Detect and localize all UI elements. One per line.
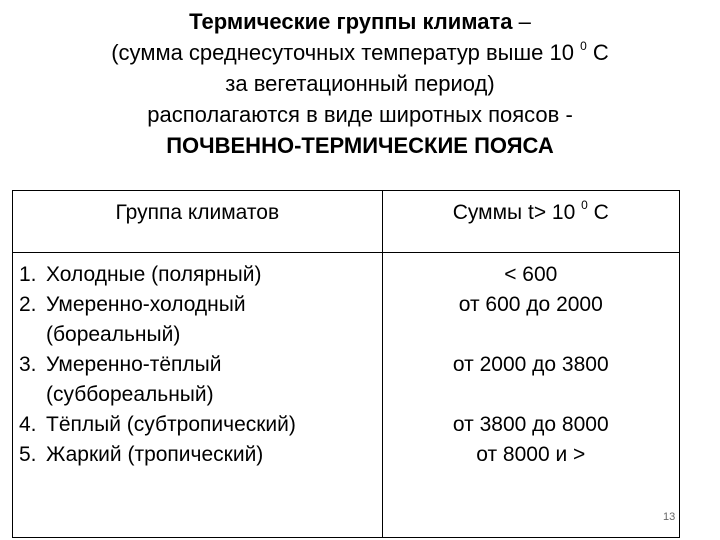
sums-list — [383, 253, 679, 470]
col-header-sums-after: С — [587, 201, 609, 224]
list-item — [19, 260, 382, 290]
sum-value: от 8000 и > — [476, 443, 586, 466]
title-dash: – — [512, 9, 531, 34]
list-item — [19, 350, 382, 410]
list-item — [19, 440, 382, 470]
group-line: Холодные (полярный) — [46, 263, 262, 286]
group-line: Умеренно-холодный — [46, 293, 246, 316]
group-text — [46, 410, 382, 440]
title-line-2-after: С — [586, 40, 609, 65]
sums-cell — [382, 253, 679, 538]
climate-table — [12, 190, 680, 538]
slide-title — [0, 6, 720, 161]
col-header-sums — [382, 191, 679, 253]
group-line: Умеренно-тёплый — [46, 353, 222, 376]
table-header-row — [13, 191, 680, 253]
title-line-3: за вегетационный период) — [225, 71, 495, 96]
title-bold: Термические группы климата — [189, 9, 513, 34]
page-number: 13 — [663, 511, 676, 523]
sum-value: < 600 — [504, 263, 558, 286]
title-degree-sup: 0 — [580, 38, 587, 53]
group-text — [46, 290, 382, 350]
list-item — [19, 290, 382, 350]
col-header-degree-sup: 0 — [581, 198, 588, 212]
title-line-5: ПОЧВЕННО-ТЕРМИЧЕСКИЕ ПОЯСА — [166, 133, 554, 158]
group-line-2: (бореальный) — [46, 323, 181, 346]
group-text — [46, 350, 382, 410]
group-line-2: (суббореальный) — [46, 383, 214, 406]
col-header-group: Группа климатов — [13, 191, 383, 253]
group-line: Жаркий (тропический) — [46, 443, 264, 466]
sum-value: от 600 до 2000 — [458, 293, 603, 316]
sum-value: от 2000 до 3800 — [452, 353, 609, 376]
group-text — [46, 440, 382, 470]
list-item — [19, 410, 382, 440]
title-line-1 — [0, 6, 720, 37]
group-num: 2. — [19, 293, 37, 316]
group-num: 3. — [19, 353, 37, 376]
group-num: 4. — [19, 413, 37, 436]
group-num: 5. — [19, 443, 37, 466]
sum-spacer — [383, 380, 679, 410]
groups-list — [13, 253, 382, 470]
group-num: 1. — [19, 263, 37, 286]
group-text — [46, 260, 382, 290]
title-line-2-before: (сумма среднесуточных температур выше 10 — [111, 40, 581, 65]
group-line: Тёплый (субтропический) — [46, 413, 296, 436]
sum-value: от 3800 до 8000 — [452, 413, 609, 436]
groups-cell — [13, 253, 383, 538]
table-row — [13, 253, 680, 538]
title-line-2 — [0, 37, 720, 68]
title-line-4: располагаются в виде широтных поясов - — [147, 102, 573, 127]
col-header-sums-before: Суммы t> 10 — [452, 201, 582, 224]
sum-spacer — [383, 320, 679, 350]
